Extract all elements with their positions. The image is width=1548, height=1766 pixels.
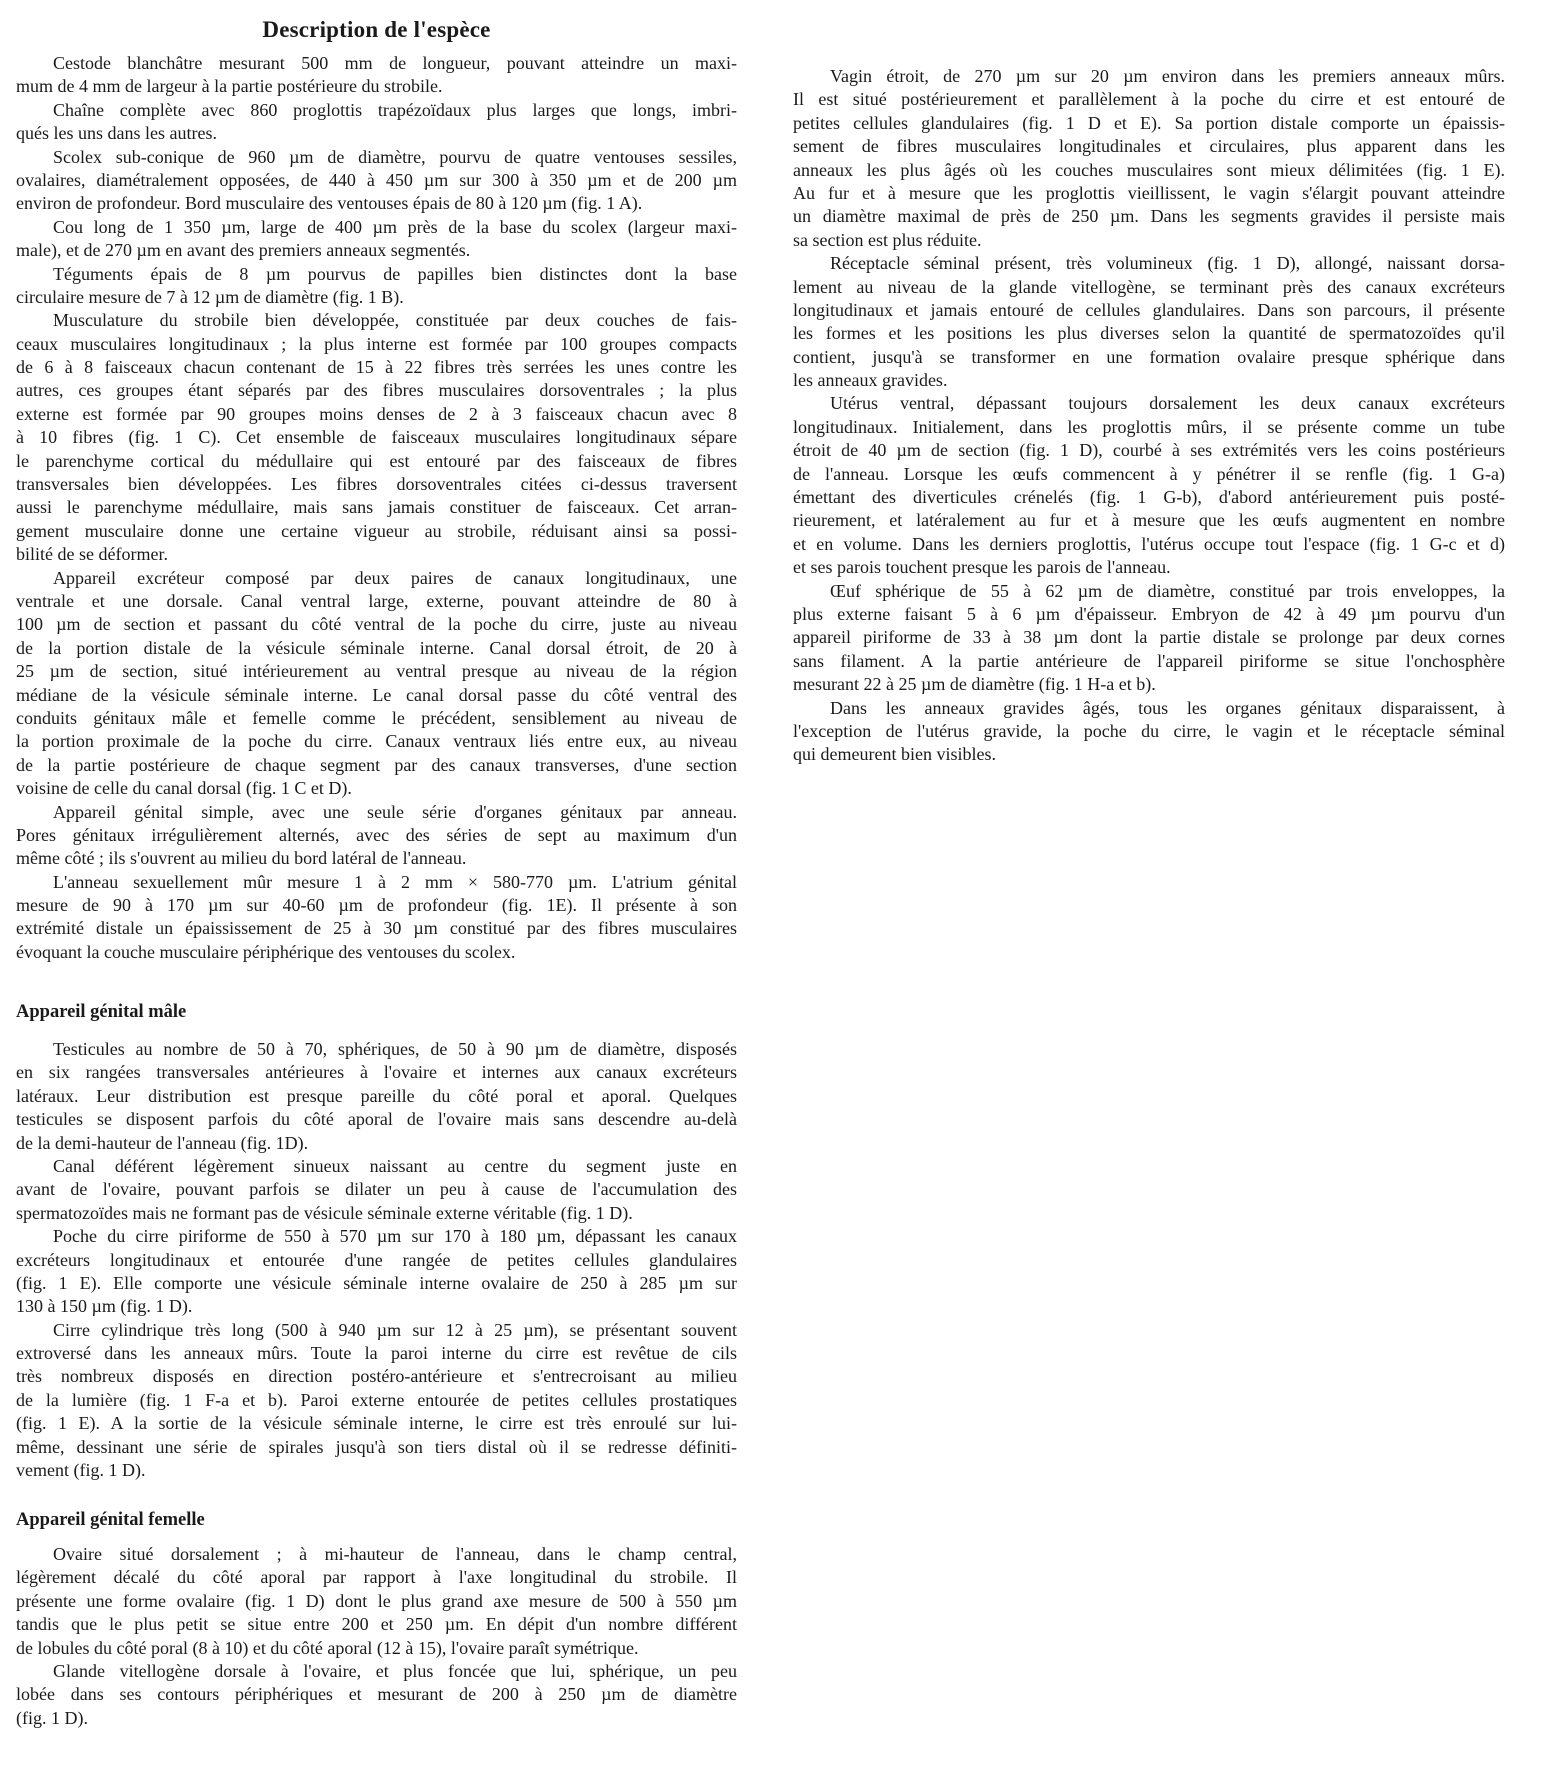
- intro-section: [16, 52, 737, 964]
- text-line: de la lumière (fig. 1 F-a et b). Paroi externe entourée de petites cellules prostatiques: [16, 1389, 737, 1410]
- text-line: testicules se disposent parfois du côté aporal de l'ovaire mais sans descendre au-delà: [16, 1109, 737, 1130]
- text-line: mum de 4 mm de largeur à la partie postérieure du strobile.: [16, 76, 443, 97]
- text-line: avant de l'ovaire, pouvant parfois se dilater un peu à cause de l'accumulation des: [16, 1179, 737, 1200]
- text-line: (fig. 1 E). A la sortie de la vésicule séminale interne, le cirre est très enroulé sur lui-: [16, 1413, 737, 1434]
- text-line: Œuf sphérique de 55 à 62 µm de diamètre, constitué par trois enveloppes, la: [830, 580, 1505, 601]
- paragraph: [16, 1038, 737, 1155]
- text-line: L'anneau sexuellement mûr mesure 1 à 2 mm × 580-770 µm. L'atrium génital: [53, 871, 737, 892]
- text-line: (fig. 1 D).: [16, 1707, 88, 1728]
- text-line: de la portion distale de la vésicule séminale interne. Canal dorsal étroit, de 20 à: [16, 637, 737, 658]
- text-line: extrémité distale un épaississement de 25 à 30 µm constitué par des fibres musculaires: [16, 918, 737, 939]
- paragraph: [16, 99, 737, 146]
- text-line: en six rangées transversales antérieures à l'ovaire et internes aux canaux excréteurs: [16, 1062, 737, 1083]
- paragraph: [16, 309, 737, 566]
- text-line: qués les uns dans les autres.: [16, 123, 217, 144]
- text-line: circulaire mesure de 7 à 12 µm de diamètre (fig. 1 B).: [16, 286, 404, 307]
- text-line: Ovaire situé dorsalement ; à mi-hauteur de l'anneau, dans le champ central,: [53, 1544, 737, 1564]
- text-line: évoquant la couche musculaire périphérique des ventouses du scolex.: [16, 941, 516, 962]
- text-line: environ de profondeur. Bord musculaire des ventouses épais de 80 à 120 µm (fig. 1 A).: [16, 193, 643, 214]
- text-line: de 6 à 8 faisceaux chacun contenant de 15 à 22 fibres très serrées les unes contre les: [16, 357, 737, 378]
- text-line: conduits génitaux mâle et femelle comme le précédent, sensiblement au niveau de: [16, 707, 737, 728]
- paragraph: [793, 580, 1505, 697]
- text-line: bilité de se déformer.: [16, 544, 168, 565]
- paragraph: [793, 65, 1505, 252]
- text-line: de la demi-hauteur de l'anneau (fig. 1D).: [16, 1132, 309, 1153]
- text-line: male), et de 270 µm en avant des premiers anneaux segmentés.: [16, 240, 471, 261]
- text-line: et en volume. Dans les derniers proglottis, l'utérus occupe tout l'espace (fig. 1 G-c et d): [793, 533, 1505, 554]
- text-line: Cestode blanchâtre mesurant 500 mm de longueur, pouvant atteindre un maxi-: [53, 53, 737, 73]
- text-line: lement au niveau de la glande vitellogène, se terminant près des canaux excréteurs: [793, 276, 1505, 297]
- paragraph: [793, 252, 1505, 392]
- text-line: sans filament. A la partie antérieure de l'appareil piriforme se situe l'onchosphère: [793, 650, 1505, 671]
- text-line: ovalaires, diamétralement opposées, de 440 à 450 µm sur 300 à 350 µm et de 200 µm: [16, 169, 737, 190]
- text-line: étroit de 40 µm de section (fig. 1 D), courbé à ses extrémités vers les coins postérieurs: [793, 440, 1505, 461]
- text-line: émettant des diverticules crénelés (fig. 1 G-b), d'abord antérieurement puis posté-: [793, 487, 1505, 508]
- text-line: ceaux musculaires longitudinaux ; la plus interne est formée par 100 groupes compacts: [16, 333, 737, 354]
- text-line: 100 µm de section et passant du côté ventral de la poche du cirre, juste au niveau: [16, 614, 737, 635]
- text-line: plus externe faisant 5 à 6 µm d'épaisseur. Embryon de 42 à 49 µm pourvu d'un: [793, 603, 1505, 624]
- text-line: lobée dans ses contours périphériques et mesurant de 200 à 250 µm de diamètre: [16, 1684, 737, 1705]
- paragraph: [16, 146, 737, 216]
- text-line: Dans les anneaux gravides âgés, tous les organes génitaux disparaissent, à: [830, 697, 1505, 718]
- text-line: Canal déférent légèrement sinueux naissant au centre du segment juste en: [53, 1155, 737, 1176]
- text-line: longitudinaux. Initialement, dans les proglottis mûrs, il se présente comme un tube: [793, 416, 1505, 437]
- section-heading-male: Appareil génital mâle: [16, 1002, 187, 1022]
- text-line: externe est formée par 90 groupes moins denses de 2 à 3 faisceaux chacun avec 8: [16, 403, 737, 424]
- text-line: anneaux les plus âgés où les couches musculaires sont mieux délimitées (fig. 1 E).: [793, 159, 1505, 180]
- text-line: un diamètre maximal de près de 250 µm. Dans les segments gravides il persiste mais: [793, 206, 1505, 227]
- text-line: longitudinaux et jamais entouré de cellules glandulaires. Dans son parcours, il présente: [793, 299, 1505, 320]
- text-line: l'exception de l'utérus gravide, la poche du cirre, le vagin et le réceptacle séminal: [793, 720, 1505, 741]
- text-line: Appareil excréteur composé par deux paires de canaux longitudinaux, une: [53, 567, 737, 588]
- paragraph: [16, 1543, 737, 1660]
- text-line: Au fur et à mesure que les proglottis vieillissent, le vagin s'élargit pouvant atteindre: [793, 182, 1505, 203]
- text-line: contient, jusqu'à se transformer en une formation ovalaire presque sphérique dans: [793, 346, 1505, 367]
- text-line: de l'anneau. Lorsque les œufs commencent à y pénétrer il se renfle (fig. 1 G-a): [793, 463, 1505, 484]
- paragraph: [16, 801, 737, 871]
- text-line: de lobules du côté poral (8 à 10) et du côté aporal (12 à 15), l'ovaire paraît symétrique.: [16, 1637, 639, 1658]
- text-line: rieurement, et latéralement au fur et à mesure que les œufs augmentent en nombre: [793, 510, 1505, 531]
- paragraph: [16, 263, 737, 310]
- text-line: Appareil génital simple, avec une seule série d'organes génitaux par anneau.: [53, 801, 737, 822]
- text-line: les formes et les positions les plus diverses selon la quantité de spermatozoïdes qu'il: [793, 323, 1505, 344]
- text-line: petites cellules glandulaires (fig. 1 D et E). Sa portion distale comporte un épaissis-: [793, 112, 1505, 133]
- paragraph: [793, 697, 1505, 767]
- text-line: spermatozoïdes mais ne formant pas de vésicule séminale externe véritable (fig. 1 D).: [16, 1202, 633, 1223]
- text-line: Cou long de 1 350 µm, large de 400 µm près de la base du scolex (largeur maxi-: [53, 216, 737, 237]
- paragraph: [793, 392, 1505, 579]
- text-line: appareil piriforme de 33 à 38 µm dont la partie distale se prolonge par deux cornes: [793, 627, 1505, 648]
- text-line: Utérus ventral, dépassant toujours dorsalement les deux canaux excréteurs: [830, 393, 1505, 414]
- text-line: à 10 fibres (fig. 1 C). Cet ensemble de faisceaux musculaires longitudinaux sépare: [16, 427, 737, 448]
- text-line: extroversé dans les anneaux mûrs. Toute la paroi interne du cirre est revêtue de cils: [16, 1343, 737, 1364]
- paragraph: [16, 871, 737, 965]
- text-line: Poche du cirre piriforme de 550 à 570 µm sur 170 à 180 µm, dépassant les canaux: [53, 1226, 737, 1247]
- paragraph: [16, 1319, 737, 1483]
- text-line: ventrale et une dorsale. Canal ventral large, externe, pouvant atteindre de 80 à: [16, 590, 737, 611]
- text-line: légèrement décalé du côté aporal par rapport à l'axe longitudinal du strobile. Il: [16, 1567, 737, 1588]
- text-line: 130 à 150 µm (fig. 1 D).: [16, 1296, 193, 1317]
- text-line: sement de fibres musculaires longitudinales et circulaires, plus apparent dans les: [793, 136, 1505, 157]
- text-line: très nombreux disposés en direction postéro-antérieure et s'entrecroisant au milieu: [16, 1366, 737, 1387]
- paragraph: [16, 567, 737, 801]
- paragraph: [16, 1155, 737, 1225]
- male-section: [16, 1038, 737, 1482]
- text-line: qui demeurent bien visibles.: [793, 744, 996, 765]
- text-line: tandis que le plus petit se situe entre 200 et 250 µm. En dépit d'un nombre différent: [16, 1614, 737, 1635]
- text-line: vement (fig. 1 D).: [16, 1460, 146, 1481]
- text-line: 25 µm de section, situé intérieurement au ventral presque au niveau de la région: [16, 661, 737, 682]
- text-line: les anneaux gravides.: [793, 370, 948, 391]
- text-line: autres, ces groupes étant séparés par des fibres musculaires dorsoventrales ; la plus: [16, 380, 737, 401]
- page-title: Description de l'espèce: [262, 17, 491, 43]
- text-line: transversales bien développées. Les fibres dorsoventrales citées ci-dessus traversent: [16, 474, 737, 495]
- paragraph: [16, 216, 737, 263]
- text-line: Glande vitellogène dorsale à l'ovaire, et plus foncée que lui, sphérique, un peu: [53, 1660, 737, 1681]
- paragraph: [16, 52, 737, 99]
- text-line: même côté ; ils s'ouvrent au milieu du bord latéral de l'anneau.: [16, 848, 467, 869]
- text-line: médiane de la vésicule séminale interne. Le canal dorsal passe du côté ventral des: [16, 684, 737, 705]
- text-line: voisine de celle du canal dorsal (fig. 1 C et D).: [16, 778, 352, 799]
- text-line: et ses parois touchent presque les parois de l'anneau.: [793, 557, 1171, 578]
- text-line: même, dessinant une série de spirales jusqu'à son tiers distal où il se redresse définiti-: [16, 1436, 737, 1457]
- text-line: Vagin étroit, de 270 µm sur 20 µm environ dans les premiers anneaux mûrs.: [830, 66, 1505, 86]
- text-line: présente une forme ovalaire (fig. 1 D) dont le plus grand axe mesure de 500 à 550 µm: [16, 1590, 737, 1611]
- text-line: gement musculaire donne une certaine vigueur au strobile, réduisant ainsi sa possi-: [16, 520, 737, 541]
- text-line: mesurant 22 à 25 µm de diamètre (fig. 1 H-a et b).: [793, 674, 1156, 695]
- text-line: sa section est plus réduite.: [793, 229, 982, 250]
- right-column: [793, 65, 1505, 767]
- text-line: le parenchyme cortical du médullaire qui est entouré par des faisceaux de fibres: [16, 450, 737, 471]
- text-line: Téguments épais de 8 µm pourvus de papilles bien distinctes dont la base: [53, 263, 737, 284]
- text-line: aussi le parenchyme médullaire, mais sans jamais constituer de faisceaux. Cet arran-: [16, 497, 737, 518]
- section-heading-female: Appareil génital femelle: [16, 1510, 205, 1530]
- text-line: excréteurs longitudinaux et entourée d'une rangée de petites cellules glandulaires: [16, 1249, 737, 1270]
- paragraph: [16, 1225, 737, 1319]
- female-section: [16, 1543, 737, 1730]
- text-line: latéraux. Leur distribution est presque pareille du côté poral et aporal. Quelques: [16, 1085, 737, 1106]
- text-line: Il est situé postérieurement et parallèlement à la poche du cirre et est entouré de: [793, 89, 1505, 110]
- text-line: Réceptacle séminal présent, très volumineux (fig. 1 D), allongé, naissant dorsa-: [830, 253, 1505, 274]
- text-line: (fig. 1 E). Elle comporte une vésicule séminale interne ovalaire de 250 à 285 µm sur: [16, 1272, 737, 1293]
- text-line: Musculature du strobile bien développée, constituée par deux couches de fais-: [53, 310, 737, 331]
- text-line: Scolex sub-conique de 960 µm de diamètre, pourvu de quatre ventouses sessiles,: [53, 146, 737, 167]
- text-line: Pores génitaux irrégulièrement alternés, avec des séries de sept au maximum d'un: [16, 824, 737, 845]
- text-line: de la partie postérieure de chaque segment par des canaux transverses, d'une section: [16, 754, 737, 775]
- text-line: mesure de 90 à 170 µm sur 40-60 µm de profondeur (fig. 1E). Il présente à son: [16, 895, 737, 916]
- text-line: Cirre cylindrique très long (500 à 940 µm sur 12 à 25 µm), se présentant souvent: [53, 1319, 737, 1340]
- text-line: Testicules au nombre de 50 à 70, sphériques, de 50 à 90 µm de diamètre, disposés: [53, 1039, 737, 1059]
- text-line: la portion proximale de la poche du cirre. Canaux ventraux liés entre eux, au niveau: [16, 731, 737, 752]
- paragraph: [16, 1660, 737, 1730]
- text-line: Chaîne complète avec 860 proglottis trapézoïdaux plus larges que longs, imbri-: [53, 99, 737, 120]
